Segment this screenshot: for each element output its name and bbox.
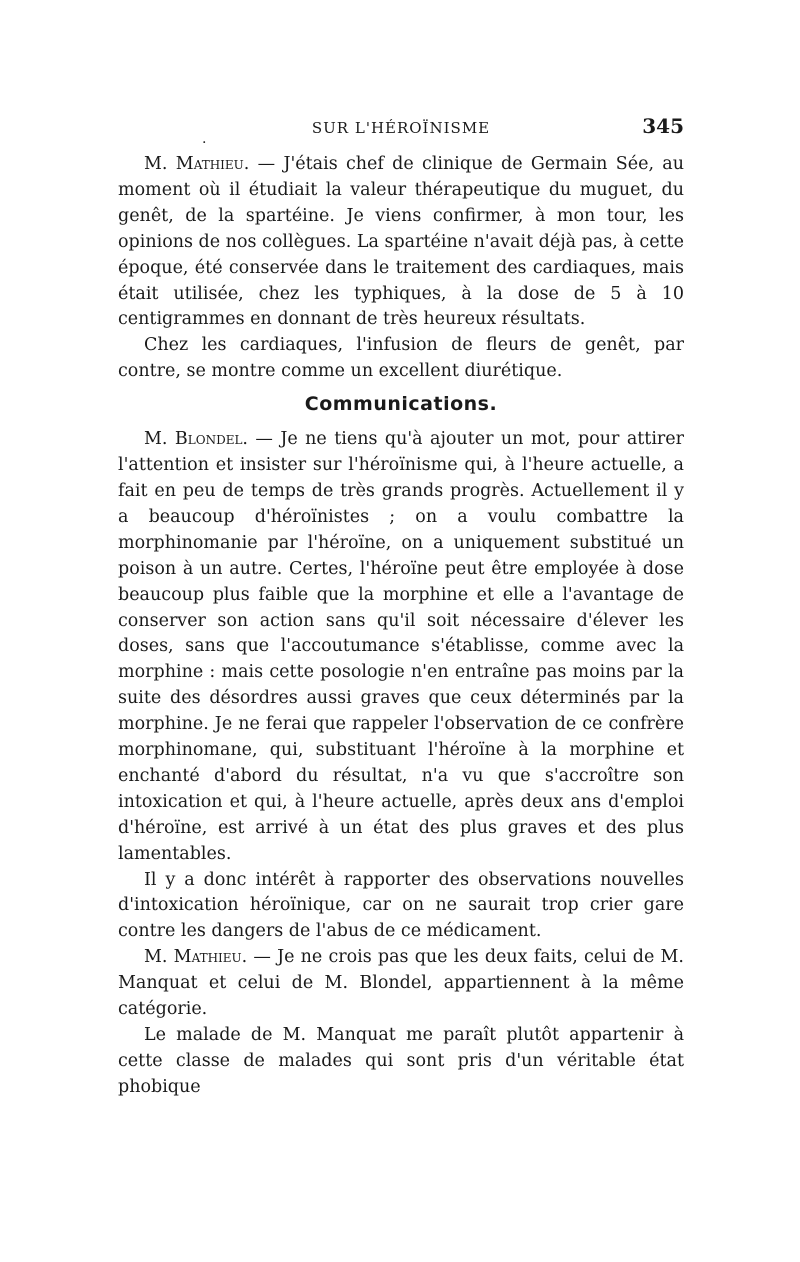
paragraph-mathieu-1 xyxy=(118,152,684,333)
paragraph-text: Le malade de M. Manquat me paraît plutôt appartenir à cette classe de malades qui sont pris d'un véritable état phobique xyxy=(118,1025,684,1097)
page-body xyxy=(118,152,684,1101)
header-mark: . xyxy=(202,131,207,147)
section-heading: Communications. xyxy=(304,393,498,416)
paragraph-blondel xyxy=(118,427,684,867)
paragraph-interet xyxy=(118,868,684,946)
speaker-name: M. Blondel. xyxy=(144,429,248,450)
page-header xyxy=(118,114,684,147)
paragraph-text: Chez les cardiaques, l'infusion de fleurs de genêt, par contre, se montre comme un excellent diurétique. xyxy=(118,335,684,382)
paragraph-text: — J'étais chef de clinique de Germain Sée, au moment où il étudiait la valeur thérapeutique du muguet, du genêt, de la spartéine. Je viens confirmer, à mon tour, les opinions de nos collègues. La spartéine n'avait déjà pas, à cette époque, été conservée dans le traitement des cardiaques, mais était utilisée, chez les typhiques, à la dose de 5 à 10 centigrammes en donnant de très heureux résultats. xyxy=(118,154,684,330)
paragraph-text: — Je ne tiens qu'à ajouter un mot, pour attirer l'attention et insister sur l'héroïnisme qui, à l'heure actuelle, a fait en peu de temps de très grands progrès. Actuellement il y a beaucoup d'héroïnistes ; on a voulu combattre la morphinomanie par l'héroïne, on a uniquement substitué un poison à un autre. Certes, l'héroïne peut être employée à dose beaucoup plus faible que la morphine et elle a l'avantage de conserver son action sans qu'il soit nécessaire d'élever les doses, sans que l'accoutumance s'établisse, comme avec la morphine : mais cette posologie n'en entraîne pas moins par la suite des désordres aussi graves que ceux déterminés par la morphine. Je ne ferai que rappeler l'observation de ce confrère morphinomane, qui, substituant l'héroïne à la morphine et enchanté d'abord du résultat, n'a vu que s'accroître son intoxication et qui, à l'heure actuelle, après deux ans d'emploi d'héroïne, est arrivé à un état des plus graves et des plus lamentables. xyxy=(118,429,685,864)
paragraph-text: Il y a donc intérêt à rapporter des observations nouvelles d'intoxication héroïnique, car on ne saurait trop crier gare contre les dangers de l'abus de ce médicament. xyxy=(118,869,684,942)
speaker-name: M. Mathieu. xyxy=(144,947,248,968)
paragraph-cardiaques xyxy=(118,333,684,385)
running-title: SUR L'HÉROÏNISME xyxy=(311,119,491,137)
paragraph-text: — Je ne crois pas que les deux faits, celui de M. Manquat et celui de M. Blondel, appartiennent à la même catégorie. xyxy=(118,947,684,1020)
paragraph-mathieu-2 xyxy=(118,945,684,1023)
speaker-name: M. Mathieu. xyxy=(144,154,250,174)
page-number: 345 xyxy=(642,114,684,138)
paragraph-malade xyxy=(118,1023,684,1101)
